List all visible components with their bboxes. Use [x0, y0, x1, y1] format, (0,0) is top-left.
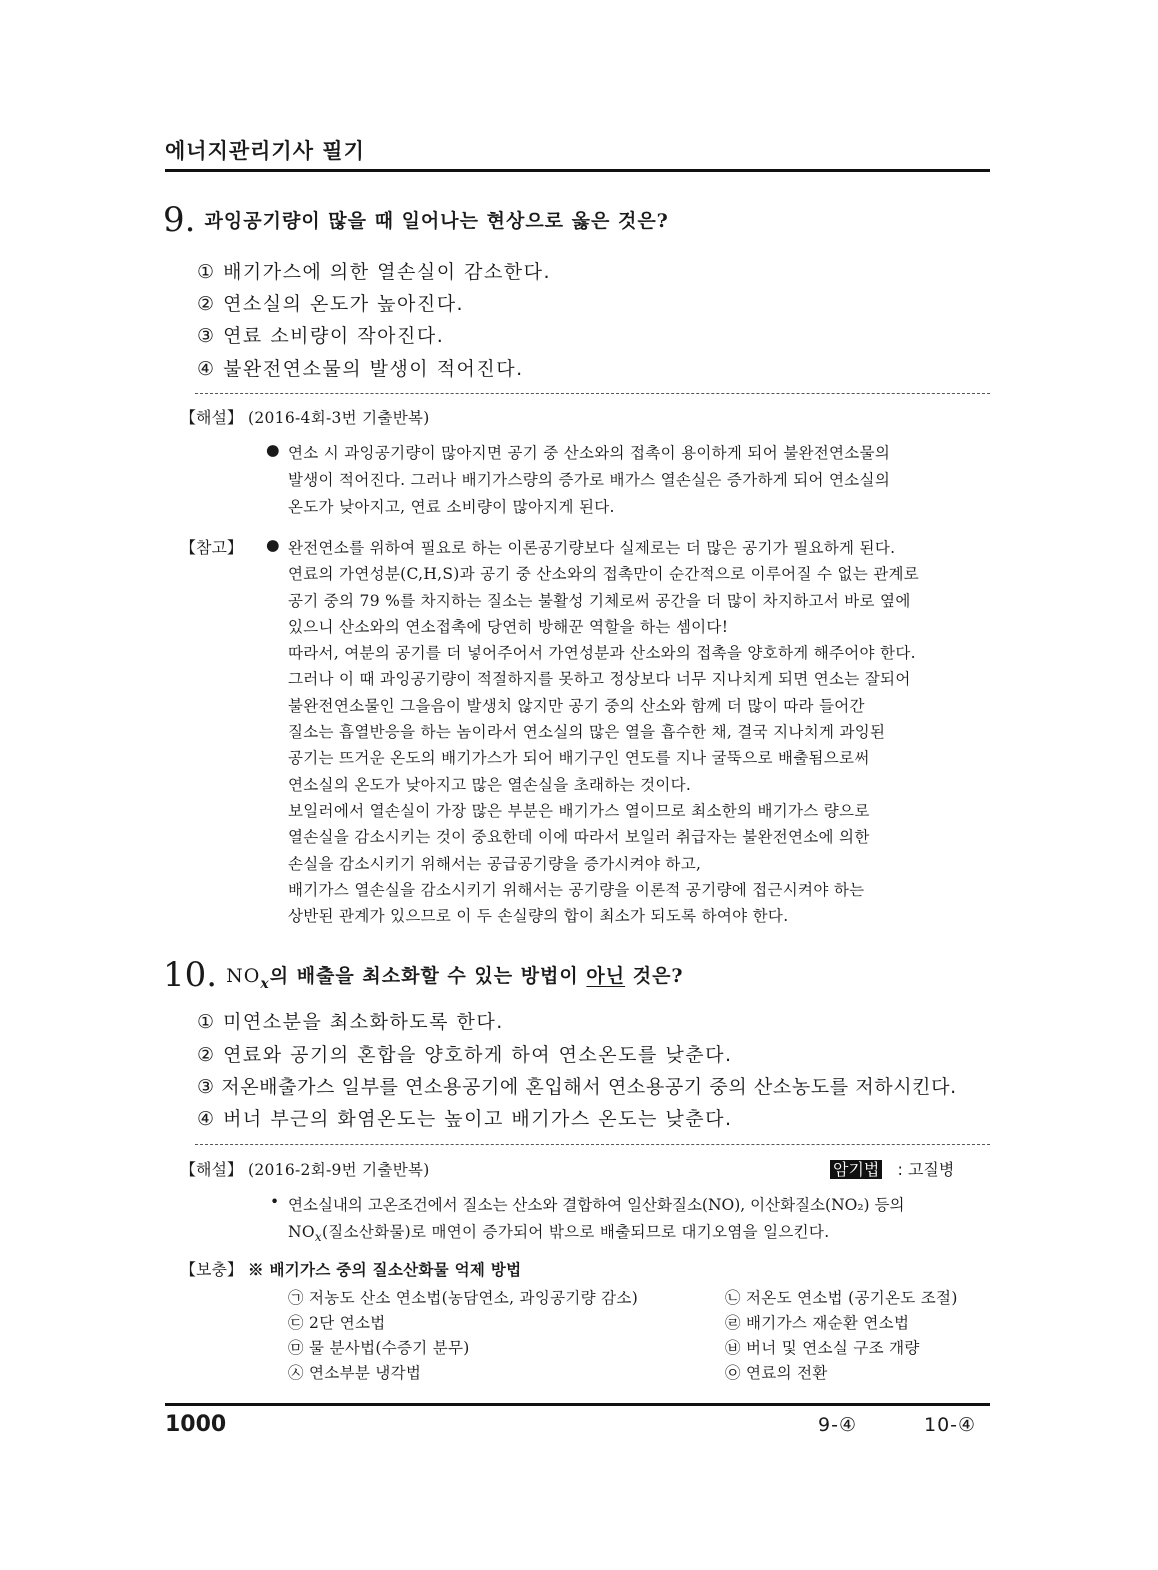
question-10 [163, 955, 684, 995]
q9-ref-body [288, 536, 919, 930]
header-rule [165, 169, 990, 172]
q9-ref-tag: 【참고】 [180, 538, 243, 557]
q9-ref-line: 공기 중의 79 %를 차지하는 질소는 불활성 기체로써 공간을 더 많이 차지하고서 바로 옆에 [288, 591, 911, 610]
q10-explain-line-1: 연소실내의 고온조건에서 질소는 산소와 결합하여 일산화질소(NO), 이산화질소(NO₂) 등의 [288, 1196, 905, 1214]
supp-item-left: ㉢ 2단 연소법 [288, 1314, 386, 1332]
question-10-nox: NO [226, 965, 261, 987]
q9-explain-source: (2016-4회-3번 기출반복) [248, 409, 430, 427]
q9-ref-line: 상반된 관계가 있으므로 이 두 손실량의 합이 최소가 되도록 하여야 한다. [288, 907, 789, 926]
q9-explain-line-2: 발생이 적어진다. 그러나 배기가스량의 증가로 배가스 열손실은 증가하게 되어 연소실의 [288, 471, 891, 489]
question-10-number: 10. [163, 955, 218, 995]
q9-explain-tag: 【해설】 [180, 408, 243, 427]
q10-explain-bullet: • [270, 1193, 280, 1211]
mnemonic-tag: 암기법 [830, 1160, 882, 1179]
q9-choice-3[interactable]: ③ 연료 소비량이 작아진다. [197, 325, 445, 347]
q10-choice-2[interactable]: ② 연료와 공기의 혼합을 양호하게 하여 연소온도를 낮춘다. [197, 1044, 733, 1066]
question-9 [163, 200, 669, 240]
q10-choice-1[interactable]: ① 미연소분을 최소화하도록 한다. [197, 1011, 504, 1033]
q9-choice-2[interactable]: ② 연소실의 온도가 높아진다. [197, 293, 465, 315]
q10-supplement-header [180, 1257, 521, 1280]
question-9-text: 과잉공기량이 많을 때 일어나는 현상으로 옳은 것은? [204, 210, 669, 232]
q10-choice-3[interactable]: ③ 저온배출가스 일부를 연소용공기에 혼입해서 연소용공기 중의 산소농도를 저하시킨다. [197, 1076, 957, 1098]
q9-explain-line-3: 온도가 낮아지고, 연료 소비량이 많아지게 된다. [288, 498, 615, 516]
supp-item-left: ㉠ 저농도 산소 연소법(농담연소, 과잉공기량 감소) [288, 1289, 639, 1307]
q9-ref-line: 열손실을 감소시키는 것이 중요한데 이에 따라서 보일러 취급자는 불완전연소에 의한 [288, 828, 870, 847]
q9-divider [195, 393, 990, 394]
q9-ref-line: 연소실의 온도가 낮아지고 많은 열손실을 초래하는 것이다. [288, 775, 692, 794]
answer-9: 9-④ [818, 1414, 857, 1436]
mnemonic-text: : 고질병 [897, 1160, 955, 1179]
q9-ref-line: 연료의 가연성분(C,H,S)과 공기 중 산소와의 접촉만이 순간적으로 이루어질 수 없는 관계로 [288, 565, 920, 584]
q9-ref-line: 그러나 이 때 과잉공기량이 적절하지를 못하고 정상보다 너무 지나치게 되면 연소는 잘되어 [288, 670, 911, 689]
q10-explain-line-2 [288, 1220, 829, 1244]
q9-ref-line: 질소는 흡열반응을 하는 놈이라서 연소실의 많은 열을 흡수한 채, 결국 지나치게 과잉된 [288, 723, 886, 742]
footer-rule [165, 1403, 990, 1406]
q10-explain-nox-sub: x [314, 1230, 322, 1245]
q9-ref-line: 완전연소를 위하여 필요로 하는 이론공기량보다 실제로는 더 많은 공기가 필요하게 된다. [288, 539, 896, 557]
question-10-negation: 아닌 [586, 965, 626, 987]
supp-item-right: ㉥ 버너 및 연소실 구조 개량 [725, 1339, 920, 1357]
page-header-title: 에너지관리기사 필기 [165, 139, 365, 163]
q9-ref-line: 따라서, 여분의 공기를 더 넣어주어서 가연성분과 산소와의 접촉을 양호하게 해주어야 한다. [288, 644, 916, 663]
mnemonic [830, 1157, 954, 1180]
q9-ref-line: 손실을 감소시키기 위해서는 공급공기량을 증가시켜야 하고, [288, 854, 702, 873]
q9-ref-bullet: ● [266, 536, 280, 554]
q9-choice-1[interactable]: ① 배기가스에 의한 열손실이 감소한다. [197, 261, 552, 283]
q9-ref-line: 배기가스 열손실을 감소시키기 위해서는 공기량을 이론적 공기량에 접근시켜야 하는 [288, 880, 865, 899]
answer-10: 10-④ [924, 1414, 977, 1436]
q9-ref-line: 있으니 산소와의 연소접촉에 당연히 방해꾼 역할을 하는 셈이다! [288, 617, 729, 636]
q9-ref-line: 불완전연소물인 그을음이 발생치 않지만 공기 중의 산소와 함께 더 많이 따라 들어간 [288, 696, 865, 715]
supp-item-right: ㉧ 연료의 전환 [725, 1364, 828, 1382]
question-10-nox-sub: x [260, 976, 270, 993]
supp-item-left: ㉤ 물 분사법(수증기 분무) [288, 1339, 470, 1357]
q10-supp-tag: 【보충】 [180, 1260, 243, 1279]
supp-item-right: ㉡ 저온도 연소법 (공기온도 조절) [725, 1289, 958, 1307]
q9-ref-line: 공기는 뜨거운 온도의 배기가스가 되어 배기구인 연도를 지나 굴뚝으로 배출됨으로써 [288, 749, 870, 768]
q9-explain-bullet: ● [266, 441, 280, 459]
q9-ref-line: 보일러에서 열손실이 가장 많은 부분은 배기가스 열이므로 최소한의 배기가스 량으로 [288, 801, 870, 820]
supp-item-left: ㉦ 연소부분 냉각법 [288, 1364, 422, 1382]
q10-explain-nox: NO [288, 1223, 315, 1241]
q10-choice-4[interactable]: ④ 버너 부근의 화염온도는 높이고 배기가스 온도는 낮춘다. [197, 1108, 733, 1130]
question-9-number: 9. [163, 200, 196, 240]
supp-item-right: ㉣ 배기가스 재순환 연소법 [725, 1314, 910, 1332]
q9-explain-line-1: 연소 시 과잉공기량이 많아지면 공기 중 산소와의 접촉이 용이하게 되어 불완전연소물의 [288, 444, 891, 462]
page-number: 1000 [165, 1412, 227, 1437]
q10-explain-line-2-text: (질소산화물)로 매연이 증가되어 밖으로 배출되므로 대기오염을 일으킨다. [321, 1223, 830, 1241]
q10-explain-header [180, 1157, 430, 1180]
question-10-text: 의 배출을 최소화할 수 있는 방법이 [269, 965, 587, 987]
q10-divider [195, 1144, 990, 1145]
q10-supp-title: ※ 배기가스 중의 질소산화물 억제 방법 [248, 1260, 522, 1279]
q9-choice-4[interactable]: ④ 불완전연소물의 발생이 적어진다. [197, 358, 524, 380]
question-10-text-end: 것은? [625, 965, 684, 987]
q9-explain-header [180, 405, 430, 428]
q10-explain-tag: 【해설】 [180, 1160, 243, 1179]
q10-explain-source: (2016-2회-9번 기출반복) [248, 1161, 430, 1179]
